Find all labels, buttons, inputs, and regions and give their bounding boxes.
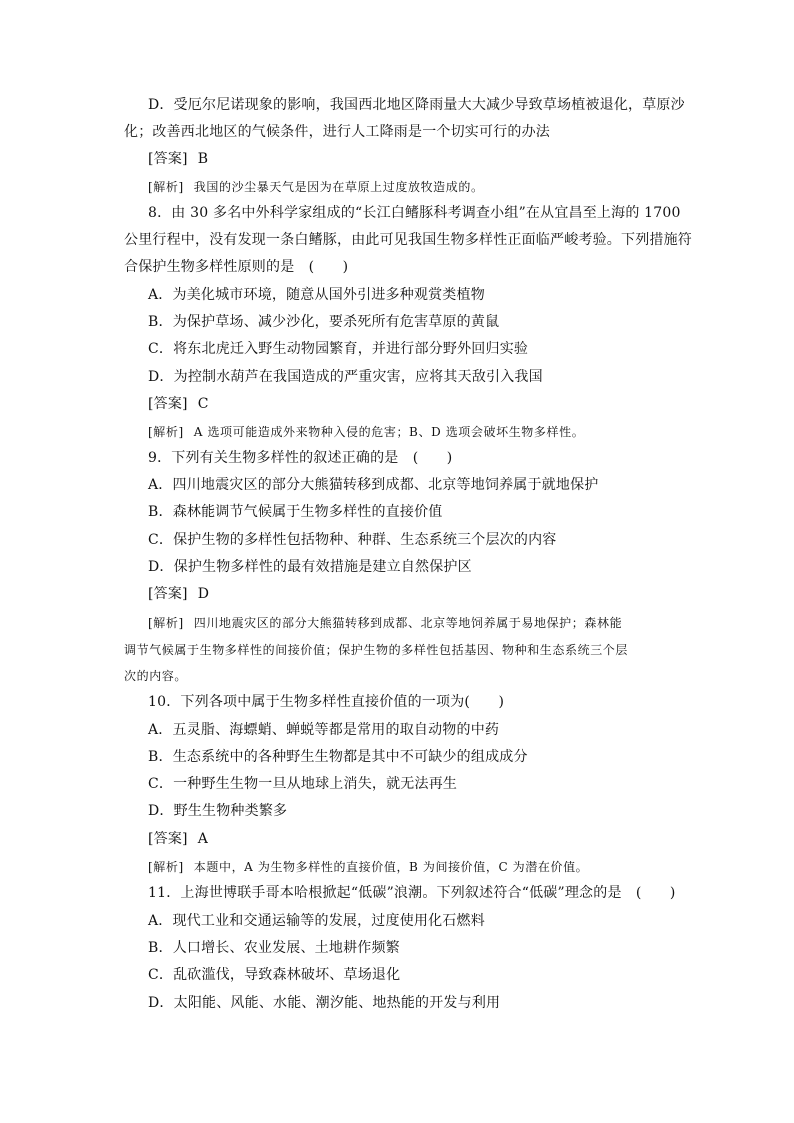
q9-option-d: D．保护生物多样性的最有效措施是建立自然保护区	[148, 559, 472, 575]
q8-stem-line2: 公里行程中，没有发现一条白鳍豚，由此可见我国生物多样性正面临严峻考验。下列措施符	[124, 232, 692, 248]
q8-option-a: A．为美化城市环境，随意从国外引进多种观赏类植物	[148, 287, 485, 303]
q7-option-d-line1: D．受厄尔尼诺现象的影响，我国西北地区降雨量大大减少导致草场植被退化，草原沙	[148, 97, 685, 113]
answer-value: A	[197, 831, 209, 847]
q10-explanation: [解析] 本题中，A 为生物多样性的直接价值，B 为间接价值，C 为潜在价值。	[148, 860, 589, 874]
q7-answer	[148, 150, 208, 168]
explanation-tag: [解析]	[148, 425, 184, 439]
explanation-tag: [解析]	[148, 180, 184, 194]
q11-stem: 11．上海世博联手哥本哈根掀起“低碳”浪潮。下列叙述符合“低碳”理念的是 ( )	[148, 885, 676, 901]
q9-option-a: A．四川地震灾区的部分大熊猫转移到成都、北京等地饲养属于就地保护	[148, 477, 599, 493]
q11-option-b: B．人口增长、农业发展、土地耕作频繁	[148, 940, 400, 956]
explanation-tag: [解析]	[148, 616, 184, 630]
answer-tag: [答案]	[148, 396, 188, 412]
q10-option-d: D．野生生物种类繁多	[148, 803, 288, 819]
answer-tag: [答案]	[148, 151, 188, 167]
q10-option-a: A．五灵脂、海螵蛸、蝉蜕等都是常用的取自动物的中药	[148, 722, 500, 738]
answer-tag: [答案]	[148, 586, 188, 602]
q11-option-d: D．太阳能、风能、水能、潮汐能、地热能的开发与利用	[148, 995, 501, 1011]
q10-answer	[148, 830, 208, 848]
q8-stem-line1: 8．由 30 多名中外科学家组成的“长江白鳍豚科考调查小组”在从宜昌至上海的 1700	[148, 205, 681, 221]
q9-option-b: B．森林能调节气候属于生物多样性的直接价值	[148, 504, 443, 520]
answer-value: B	[197, 151, 209, 167]
q11-option-a: A．现代工业和交通运输等的发展，过度使用化石燃料	[148, 913, 485, 929]
q9-option-c: C．保护生物的多样性包括物种、种群、生态系统三个层次的内容	[148, 532, 557, 548]
q8-option-d: D．为控制水葫芦在我国造成的严重灾害，应将其天敌引入我国	[148, 369, 543, 385]
explanation-tag: [解析]	[148, 860, 184, 874]
q8-stem-line3: 合保护生物多样性原则的是 ( )	[124, 259, 349, 275]
q7-option-d-line2: 化；改善西北地区的气候条件，进行人工降雨是一个切实可行的办法	[124, 124, 550, 140]
q8-answer	[148, 395, 209, 413]
answer-tag: [答案]	[148, 831, 188, 847]
answer-value: D	[197, 586, 210, 602]
q10-stem: 10．下列各项中属于生物多样性直接价值的一项为( )	[148, 694, 505, 710]
q9-stem: 9．下列有关生物多样性的叙述正确的是 ( )	[148, 450, 453, 466]
q7-explanation: [解析] 我国的沙尘暴天气是因为在草原上过度放牧造成的。	[148, 180, 484, 194]
q11-option-c: C．乱砍滥伐，导致森林破坏、草场退化	[148, 967, 401, 983]
q8-explanation: [解析] A 选项可能造成外来物种入侵的危害；B、D 选项会破坏生物多样性。	[148, 425, 585, 439]
q8-option-c: C．将东北虎迁入野生动物园繁育，并进行部分野外回归实验	[148, 341, 529, 357]
q9-explanation-line2: 调节气候属于生物多样性的间接价值；保护生物的多样性包括基因、物种和生态系统三个层	[124, 643, 629, 657]
q10-option-b: B．生态系统中的各种野生生物都是其中不可缺少的组成成分	[148, 749, 528, 765]
q9-explanation-line1: [解析] 四川地震灾区的部分大熊猫转移到成都、北京等地饲养属于易地保护；森林能	[148, 616, 623, 630]
q8-option-b: B．为保护草场、减少沙化，要杀死所有危害草原的黄鼠	[148, 314, 500, 330]
q9-explanation-line3: 次的内容。	[124, 669, 188, 683]
q9-answer	[148, 585, 209, 603]
answer-value: C	[197, 396, 209, 412]
q10-option-c: C．一种野生生物一旦从地球上消失，就无法再生	[148, 776, 458, 792]
